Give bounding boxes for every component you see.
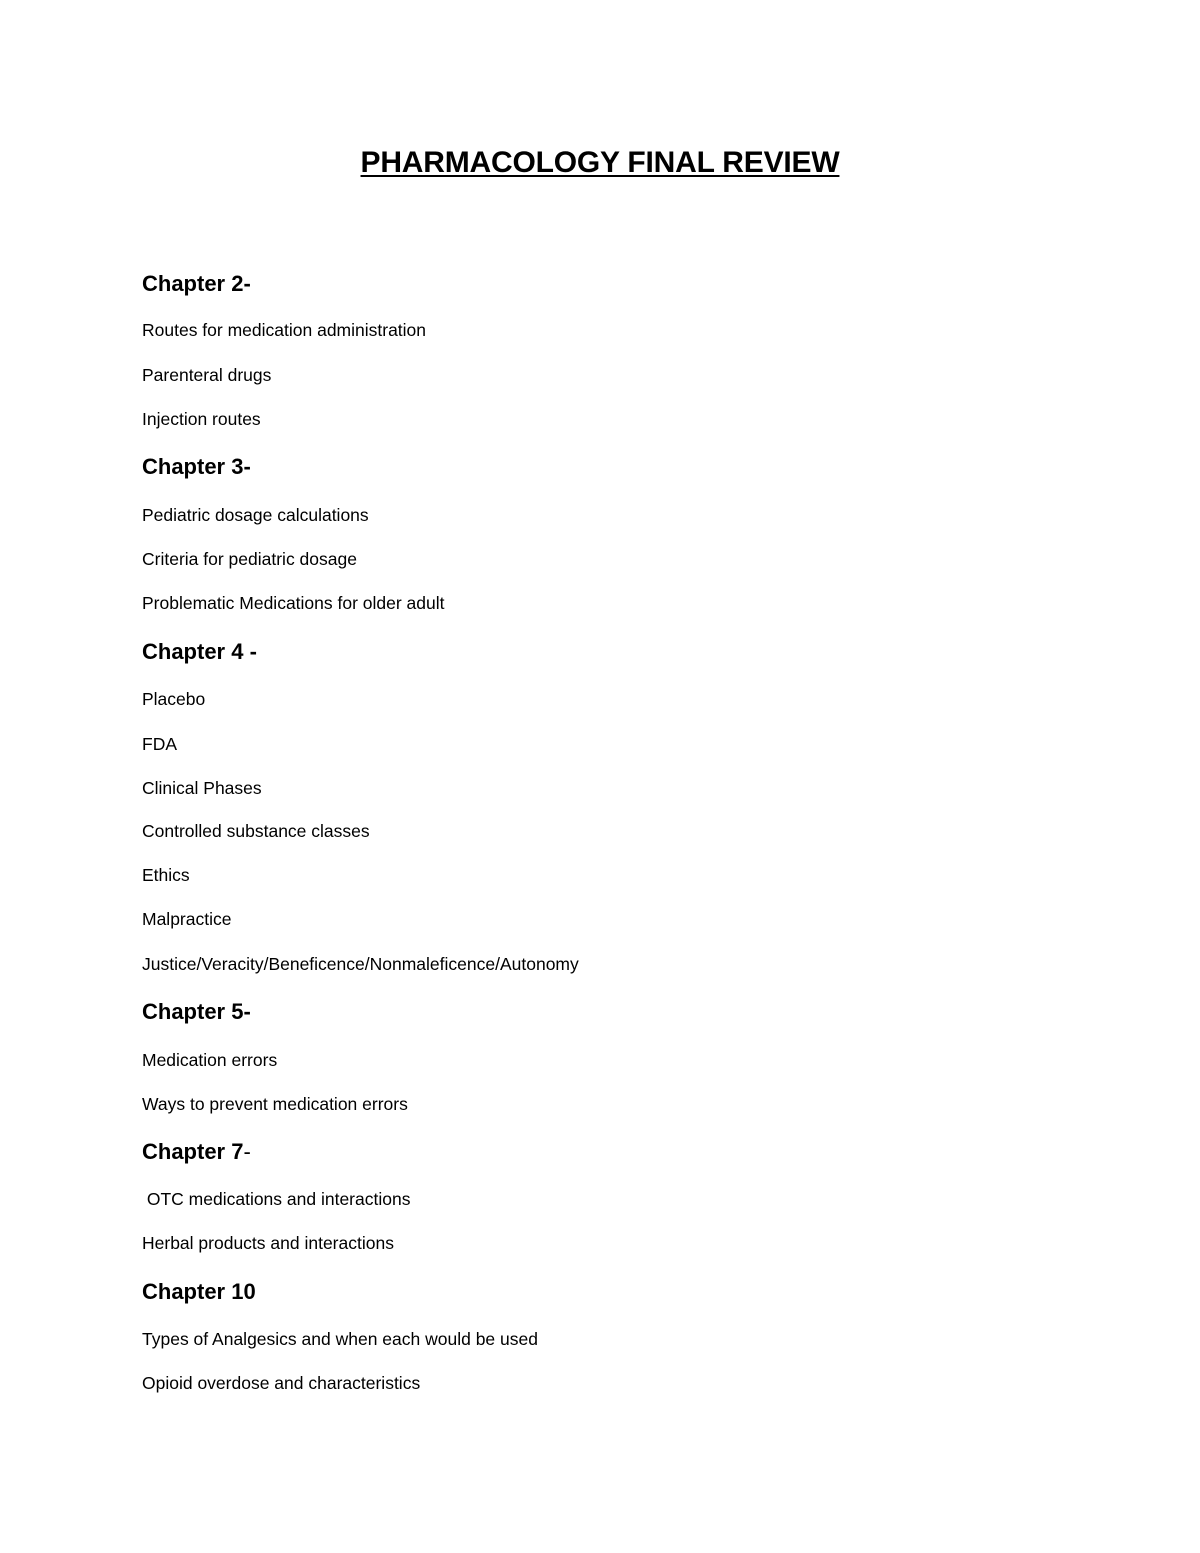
topic-item: Criteria for pediatric dosage <box>142 549 357 569</box>
chapter-heading <box>142 1137 251 1167</box>
topic-item: Malpractice <box>142 909 232 929</box>
topic-item: Pediatric dosage calculations <box>142 505 369 525</box>
topic-item: FDA <box>142 734 177 754</box>
topic-item: OTC medications and interactions <box>142 1189 411 1209</box>
topic-item: Parenteral drugs <box>142 365 272 385</box>
chapter-heading: Chapter 3- <box>142 454 251 479</box>
topic-item: Placebo <box>142 689 206 709</box>
topic-item: Herbal products and interactions <box>142 1233 394 1253</box>
chapter-heading-suffix: - <box>243 1139 251 1164</box>
chapter-heading: Chapter 10 <box>142 1279 256 1304</box>
chapter-heading: Chapter 2- <box>142 271 251 296</box>
topic-item: Injection routes <box>142 409 261 429</box>
topic-item: Problematic Medications for older adult <box>142 593 445 613</box>
document-title: PHARMACOLOGY FINAL REVIEW <box>360 146 840 179</box>
topic-item: Controlled substance classes <box>142 821 370 841</box>
topic-item: Justice/Veracity/Beneficence/Nonmaleficence/Autonomy <box>142 954 579 974</box>
chapter-heading: Chapter 4 - <box>142 639 257 664</box>
topic-item: Opioid overdose and characteristics <box>142 1373 421 1393</box>
chapter-heading: Chapter 5- <box>142 999 251 1024</box>
topic-item: Clinical Phases <box>142 778 262 798</box>
topic-item: Ways to prevent medication errors <box>142 1094 408 1114</box>
topic-item: Routes for medication administration <box>142 320 427 340</box>
topic-item: Types of Analgesics and when each would be used <box>142 1329 538 1349</box>
topic-item: Ethics <box>142 865 190 885</box>
chapter-heading-main: Chapter 7 <box>142 1139 244 1164</box>
topic-item: Medication errors <box>142 1050 278 1070</box>
